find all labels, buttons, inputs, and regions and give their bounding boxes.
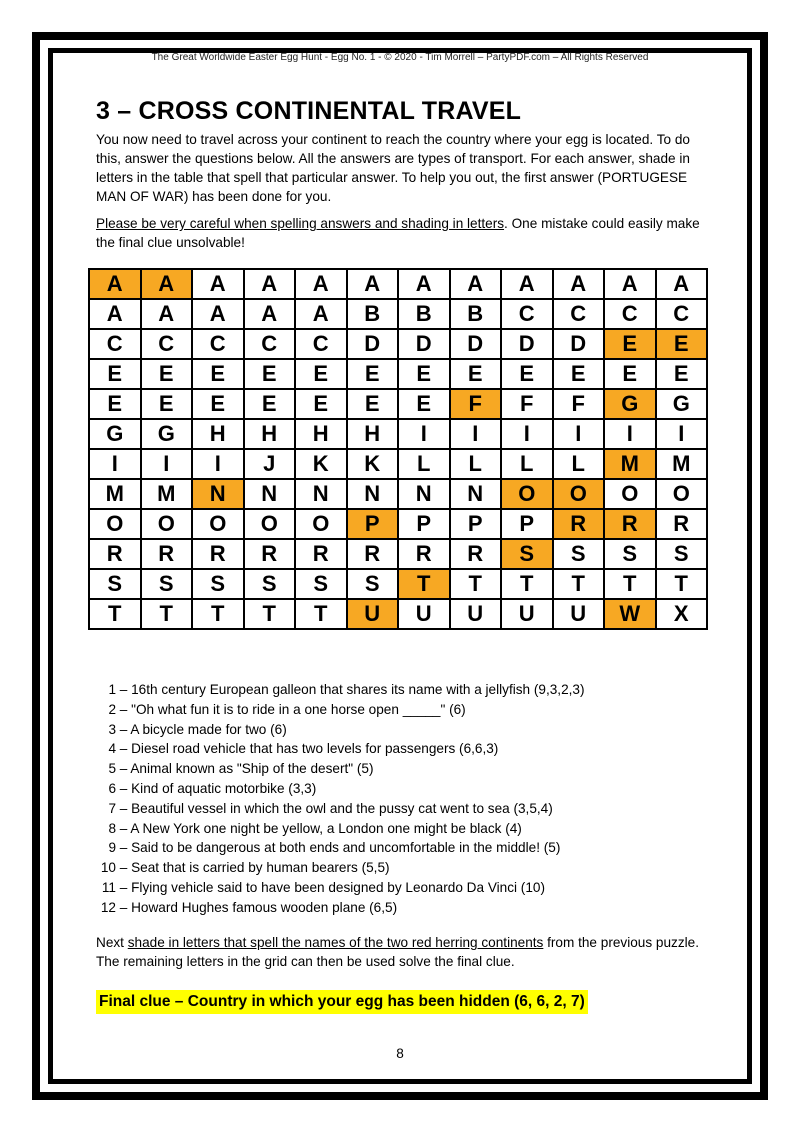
grid-cell[interactable]: O <box>141 509 193 539</box>
grid-cell[interactable]: A <box>553 269 605 299</box>
grid-cell[interactable]: G <box>89 419 141 449</box>
grid-cell[interactable]: B <box>450 299 502 329</box>
grid-cell[interactable]: U <box>398 599 450 629</box>
grid-cell[interactable]: E <box>141 389 193 419</box>
grid-cell[interactable]: E <box>398 389 450 419</box>
grid-cell[interactable]: R <box>604 509 656 539</box>
grid-row <box>89 299 707 329</box>
question-list <box>96 680 696 918</box>
grid-cell[interactable]: S <box>244 569 296 599</box>
grid-cell[interactable]: F <box>501 389 553 419</box>
grid-row <box>89 419 707 449</box>
grid-cell[interactable]: T <box>501 569 553 599</box>
question-item <box>96 779 696 799</box>
question-text: – A bicycle made for two (6) <box>119 721 287 737</box>
grid-cell[interactable]: L <box>501 449 553 479</box>
grid-cell[interactable]: P <box>347 509 399 539</box>
warning-paragraph <box>96 214 714 252</box>
grid-row <box>89 269 707 299</box>
grid-cell[interactable]: C <box>553 299 605 329</box>
grid-cell[interactable]: R <box>295 539 347 569</box>
warning-rest: . One mistake could easily make the final clue unsolvable! <box>96 216 700 250</box>
grid-cell[interactable]: O <box>604 479 656 509</box>
question-text: – Said to be dangerous at both ends and uncomfortable in the middle! (5) <box>119 840 561 856</box>
grid-cell[interactable]: J <box>244 449 296 479</box>
page-number: 8 <box>396 1046 404 1061</box>
question-item <box>96 680 696 700</box>
grid-cell[interactable]: I <box>89 449 141 479</box>
question-item <box>96 878 696 898</box>
grid-cell[interactable]: H <box>192 419 244 449</box>
next-underlined: shade in letters that spell the names of the two red herring continents <box>127 935 544 950</box>
grid-cell[interactable]: C <box>244 329 296 359</box>
grid-cell[interactable]: I <box>398 419 450 449</box>
grid-cell[interactable]: I <box>141 449 193 479</box>
grid-cell[interactable]: K <box>347 449 399 479</box>
grid-cell[interactable]: N <box>244 479 296 509</box>
grid-cell[interactable]: C <box>295 329 347 359</box>
grid-cell[interactable]: I <box>450 419 502 449</box>
grid-cell[interactable]: A <box>295 299 347 329</box>
grid-cell[interactable]: C <box>604 299 656 329</box>
next-before: Next <box>96 935 128 950</box>
question-text: – Kind of aquatic motorbike (3,3) <box>119 780 317 796</box>
question-number: 3 <box>108 721 116 737</box>
grid-cell[interactable]: E <box>89 389 141 419</box>
grid-cell[interactable]: L <box>450 449 502 479</box>
grid-cell[interactable]: A <box>450 269 502 299</box>
grid-cell[interactable]: L <box>398 449 450 479</box>
grid-cell[interactable]: U <box>450 599 502 629</box>
grid-cell[interactable]: M <box>141 479 193 509</box>
question-number: 11 <box>101 879 116 895</box>
question-number: 4 <box>108 741 116 757</box>
grid-cell[interactable]: B <box>398 299 450 329</box>
grid-row <box>89 539 707 569</box>
grid-row <box>89 599 707 629</box>
question-item <box>96 858 696 878</box>
grid-cell[interactable]: S <box>553 539 605 569</box>
next-paragraph <box>96 933 714 971</box>
grid-cell[interactable]: S <box>604 539 656 569</box>
grid-cell[interactable]: E <box>141 359 193 389</box>
grid-cell[interactable]: T <box>398 569 450 599</box>
grid-cell[interactable]: R <box>89 539 141 569</box>
grid-cell[interactable]: A <box>89 299 141 329</box>
grid-cell[interactable]: N <box>347 479 399 509</box>
grid-row <box>89 509 707 539</box>
grid-cell[interactable]: F <box>450 389 502 419</box>
question-text: – Animal known as "Ship of the desert" (5) <box>119 761 374 777</box>
grid-cell[interactable]: E <box>192 389 244 419</box>
grid-cell[interactable]: S <box>501 539 553 569</box>
grid-cell[interactable]: T <box>141 599 193 629</box>
grid-cell[interactable]: H <box>347 419 399 449</box>
question-number: 9 <box>108 840 116 856</box>
grid-cell[interactable]: C <box>656 299 708 329</box>
grid-cell[interactable]: U <box>347 599 399 629</box>
grid-cell[interactable]: T <box>450 569 502 599</box>
grid-cell[interactable]: A <box>501 269 553 299</box>
grid-cell[interactable]: T <box>656 569 708 599</box>
warning-underlined: Please be very careful when spelling answers and shading in letters <box>96 216 505 231</box>
grid-cell[interactable]: T <box>604 569 656 599</box>
final-clue: Final clue – Country in which your egg has been hidden (6, 6, 2, 7) <box>96 990 588 1014</box>
grid-cell[interactable]: O <box>244 509 296 539</box>
question-number: 6 <box>108 780 116 796</box>
question-text: – 16th century European galleon that shares its name with a jellyfish (9,3,2,3) <box>119 682 585 697</box>
grid-cell[interactable]: G <box>604 389 656 419</box>
grid-cell[interactable]: E <box>244 359 296 389</box>
grid-cell[interactable]: A <box>347 269 399 299</box>
next-after: from the previous puzzle. The remaining letters in the grid can then be used solve the final clue. <box>96 935 699 969</box>
question-text: – Seat that is carried by human bearers (5,5) <box>119 860 390 876</box>
grid-cell[interactable]: E <box>604 329 656 359</box>
header-copyright: The Great Worldwide Easter Egg Hunt - Egg No. 1 - © 2020 - Tim Morrell – PartyPDF.com – All Rights Reserved <box>151 52 649 63</box>
grid-cell[interactable]: D <box>450 329 502 359</box>
grid-cell[interactable]: D <box>501 329 553 359</box>
grid-cell[interactable]: M <box>604 449 656 479</box>
grid-cell[interactable]: T <box>192 599 244 629</box>
question-item <box>96 838 696 858</box>
grid-cell[interactable]: R <box>398 539 450 569</box>
question-text: – A New York one night be yellow, a London one might be black (4) <box>119 820 522 836</box>
grid-cell[interactable]: M <box>89 479 141 509</box>
grid-cell[interactable]: A <box>295 269 347 299</box>
grid-cell[interactable]: A <box>656 269 708 299</box>
grid-cell[interactable]: A <box>89 269 141 299</box>
grid-cell[interactable]: R <box>450 539 502 569</box>
grid-cell[interactable]: A <box>141 269 193 299</box>
grid-cell[interactable]: I <box>192 449 244 479</box>
grid-cell[interactable]: A <box>398 269 450 299</box>
grid-cell[interactable]: T <box>553 569 605 599</box>
question-number: 5 <box>108 761 116 777</box>
grid-cell[interactable]: S <box>656 539 708 569</box>
grid-cell[interactable]: I <box>553 419 605 449</box>
grid-cell[interactable]: E <box>192 359 244 389</box>
grid-row <box>89 329 707 359</box>
question-text: – "Oh what fun it is to ride in a one horse open _____" (6) <box>119 701 466 717</box>
grid-cell[interactable]: G <box>656 389 708 419</box>
grid-cell[interactable]: E <box>553 359 605 389</box>
grid-cell[interactable]: C <box>89 329 141 359</box>
grid-cell[interactable]: H <box>244 419 296 449</box>
grid-cell[interactable]: S <box>141 569 193 599</box>
grid-cell[interactable]: S <box>192 569 244 599</box>
grid-cell[interactable]: N <box>450 479 502 509</box>
grid-cell[interactable]: A <box>244 269 296 299</box>
grid-cell[interactable]: P <box>450 509 502 539</box>
grid-cell[interactable]: S <box>89 569 141 599</box>
grid-cell[interactable]: W <box>604 599 656 629</box>
grid-cell[interactable]: E <box>450 359 502 389</box>
grid-cell[interactable]: P <box>398 509 450 539</box>
grid-cell[interactable]: E <box>89 359 141 389</box>
grid-cell[interactable]: O <box>295 509 347 539</box>
question-text: – Flying vehicle said to have been designed by Leonardo Da Vinci (10) <box>119 879 545 895</box>
grid-row <box>89 449 707 479</box>
grid-cell[interactable]: I <box>501 419 553 449</box>
grid-cell[interactable]: T <box>295 599 347 629</box>
page-title: 3 – CROSS CONTINENTAL TRAVEL <box>96 97 522 125</box>
grid-cell[interactable]: E <box>244 389 296 419</box>
question-item <box>96 720 696 740</box>
grid-cell[interactable]: X <box>656 599 708 629</box>
grid-cell[interactable]: E <box>656 359 708 389</box>
grid-cell[interactable]: A <box>141 299 193 329</box>
grid-cell[interactable]: D <box>347 329 399 359</box>
grid-cell[interactable]: C <box>141 329 193 359</box>
question-number: 10 <box>100 860 116 876</box>
grid-cell[interactable]: C <box>192 329 244 359</box>
grid-cell[interactable]: A <box>244 299 296 329</box>
question-text: – Beautiful vessel in which the owl and the pussy cat went to sea (3,5,4) <box>119 800 553 816</box>
grid-cell[interactable]: D <box>398 329 450 359</box>
grid-cell[interactable]: O <box>553 479 605 509</box>
grid-cell[interactable]: A <box>192 269 244 299</box>
question-item <box>96 898 696 918</box>
question-item <box>96 700 696 720</box>
grid-cell[interactable]: O <box>89 509 141 539</box>
grid-cell[interactable]: N <box>295 479 347 509</box>
question-text: – Howard Hughes famous wooden plane (6,5) <box>119 899 398 915</box>
grid-cell[interactable]: S <box>295 569 347 599</box>
intro-paragraph: You now need to travel across your continent to reach the country where your egg is located. To do this, answer the questions below. All the answers are types of transport. For each answer, shade in letters in the table that spell that particular answer. To help you out, the first answer (PORTUGESE MAN OF WAR) has been done for you. <box>96 132 690 204</box>
grid-cell[interactable]: B <box>347 299 399 329</box>
grid-cell[interactable]: T <box>89 599 141 629</box>
grid-cell[interactable]: S <box>347 569 399 599</box>
grid-cell[interactable]: E <box>295 359 347 389</box>
grid-cell[interactable]: E <box>398 359 450 389</box>
grid-cell[interactable]: O <box>501 479 553 509</box>
grid-cell[interactable]: E <box>501 359 553 389</box>
grid-cell[interactable]: R <box>347 539 399 569</box>
grid-cell[interactable]: E <box>295 389 347 419</box>
grid-cell[interactable]: I <box>656 419 708 449</box>
grid-cell[interactable]: C <box>501 299 553 329</box>
grid-cell[interactable]: O <box>192 509 244 539</box>
grid-row <box>89 569 707 599</box>
grid-cell[interactable]: L <box>553 449 605 479</box>
grid-cell[interactable]: I <box>604 419 656 449</box>
grid-cell[interactable]: E <box>347 389 399 419</box>
question-text: – Diesel road vehicle that has two levels for passengers (6,6,3) <box>119 741 499 757</box>
grid-cell[interactable]: M <box>656 449 708 479</box>
question-item <box>96 819 696 839</box>
grid-cell[interactable]: R <box>656 509 708 539</box>
grid-cell[interactable]: R <box>244 539 296 569</box>
grid-cell[interactable]: R <box>141 539 193 569</box>
question-number: 1 <box>108 682 116 697</box>
question-number: 7 <box>108 800 116 816</box>
grid-row <box>89 389 707 419</box>
grid-cell[interactable]: R <box>192 539 244 569</box>
grid-cell[interactable]: F <box>553 389 605 419</box>
grid-cell[interactable]: E <box>656 329 708 359</box>
grid-cell[interactable]: G <box>141 419 193 449</box>
question-item <box>96 739 696 759</box>
grid-cell[interactable]: E <box>347 359 399 389</box>
question-item <box>96 759 696 779</box>
question-number: 2 <box>108 701 116 717</box>
question-item <box>96 799 696 819</box>
grid-row <box>89 359 707 389</box>
grid-cell[interactable]: U <box>553 599 605 629</box>
grid-cell[interactable]: E <box>604 359 656 389</box>
grid-cell[interactable]: A <box>604 269 656 299</box>
grid-cell[interactable]: O <box>656 479 708 509</box>
letter-grid <box>88 268 708 630</box>
question-number: 12 <box>100 899 116 915</box>
grid-cell[interactable]: A <box>192 299 244 329</box>
grid-cell[interactable]: D <box>553 329 605 359</box>
grid-cell[interactable]: T <box>244 599 296 629</box>
grid-cell[interactable]: N <box>192 479 244 509</box>
grid-cell[interactable]: P <box>501 509 553 539</box>
grid-cell[interactable]: U <box>501 599 553 629</box>
question-number: 8 <box>108 820 116 836</box>
grid-cell[interactable]: N <box>398 479 450 509</box>
grid-row <box>89 479 707 509</box>
grid-cell[interactable]: H <box>295 419 347 449</box>
grid-cell[interactable]: K <box>295 449 347 479</box>
grid-cell[interactable]: R <box>553 509 605 539</box>
